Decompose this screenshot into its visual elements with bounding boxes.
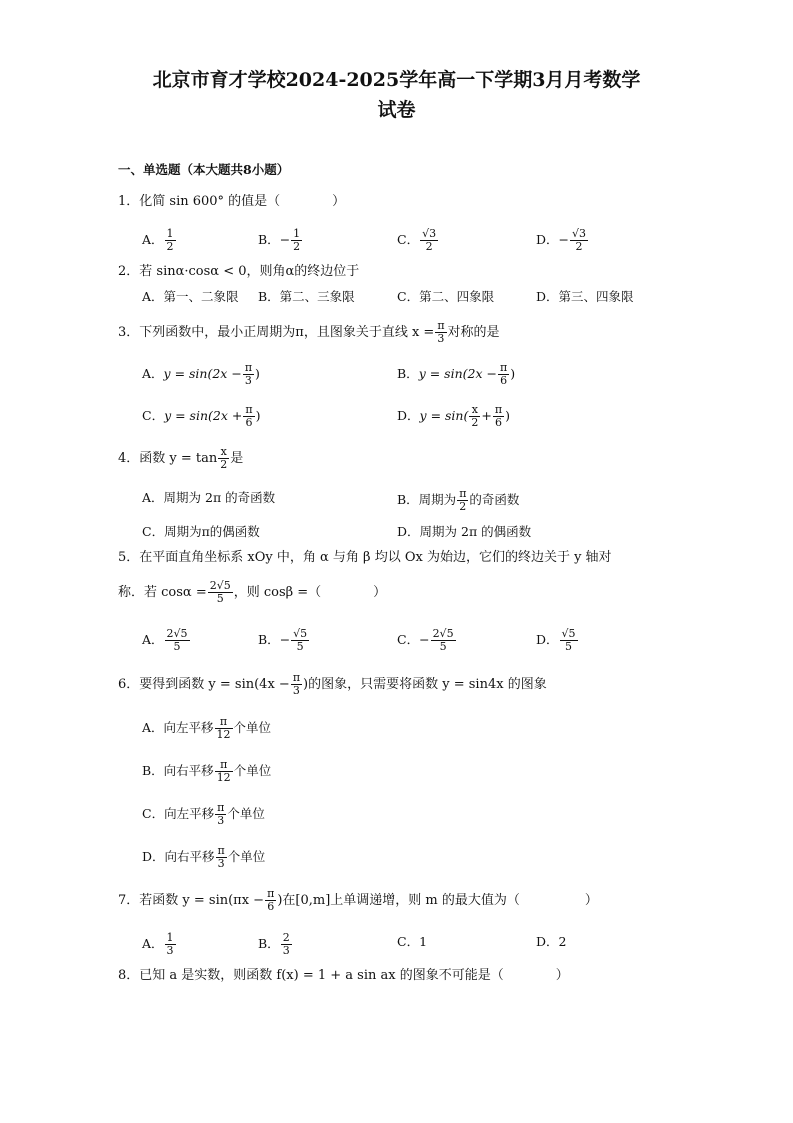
q3-option-b: B．y = sin(2x − $\frac{\pi}{6}$ ) xyxy=(397,361,516,387)
question-6-stem: 6．要得到函数 y = sin(4x − $\frac{\pi}{3}$ )的图象，只需要将函数 y = sin4x 的图象 xyxy=(118,671,547,697)
q6-option-d: D．向右平移 $\frac{\pi}{3}$ 个单位 xyxy=(142,844,266,870)
fraction: $\frac{x}{2}$ xyxy=(471,403,479,429)
question-2-stem: 2．若 sinα·cosα < 0，则角α的终边位于 xyxy=(118,264,360,279)
q3-option-d: D．y = sin( $\frac{x}{2}$ + $\frac{\pi}{6}$ ) xyxy=(397,403,510,429)
q7-option-d: D．2 xyxy=(536,934,567,949)
q6-option-b: B．向右平移 $\frac{\pi}{12}$ 个单位 xyxy=(142,758,272,784)
q5-option-a: A． $\frac{2√5}{5}$ xyxy=(142,627,188,653)
q3-option-a: A．y = sin(2x − $\frac{\pi}{3}$ ) xyxy=(142,361,260,387)
fraction: $\frac{1}{2}$ xyxy=(166,227,174,253)
fraction: $\frac{\pi}{12}$ xyxy=(216,758,231,784)
q2-option-b: B．第二、三象限 xyxy=(258,289,355,304)
question-1-stem: 1．化简 sin 600° 的值是（ ） xyxy=(118,194,346,209)
q4-option-a: A．周期为 2π 的奇函数 xyxy=(142,490,276,505)
q6-option-a: A．向左平移 $\frac{\pi}{12}$ 个单位 xyxy=(142,715,272,741)
q2-option-a: A．第一、二象限 xyxy=(142,289,239,304)
fraction: $\frac{\pi}{12}$ xyxy=(216,715,231,741)
q5-option-b: B．− $\frac{√5}{5}$ xyxy=(258,627,308,653)
q7-option-b: B． $\frac{2}{3}$ xyxy=(258,931,290,957)
option-label: C． xyxy=(397,232,420,247)
question-5-stem-line1: 5．在平面直角坐标系 xOy 中，角 α 与角 β 均以 Ox 为始边，它们的终边关于 y 轴对 xyxy=(118,550,612,565)
fraction: $\frac{\pi}{6}$ xyxy=(499,361,508,387)
q7-option-a: A． $\frac{1}{3}$ xyxy=(142,931,174,957)
fraction: $\frac{\pi}{6}$ xyxy=(245,403,253,429)
fraction: $\frac{√5}{5}$ xyxy=(561,627,576,653)
fraction: $\frac{\pi}{3}$ xyxy=(292,671,301,697)
option-label: B． xyxy=(258,232,280,247)
question-5-stem-line2: 称．若 cosα = $\frac{2√5}{5}$ ，则 cosβ =（ ） xyxy=(118,579,387,605)
q4-option-d: D．周期为 2π 的偶函数 xyxy=(397,524,532,539)
fraction: $\frac{2}{3}$ xyxy=(282,931,290,957)
q4-option-c: C．周期为π的偶函数 xyxy=(142,524,260,539)
q7-option-c: C．1 xyxy=(397,934,428,949)
fraction: $\frac{\pi}{2}$ xyxy=(459,487,467,513)
fraction: $\frac{2√5}{5}$ xyxy=(432,627,454,653)
fraction: $\frac{2√5}{5}$ xyxy=(166,627,188,653)
fraction: $\frac{√3}{2}$ xyxy=(422,227,437,253)
option-label: A． xyxy=(142,232,164,247)
q5-option-c: C．− $\frac{2√5}{5}$ xyxy=(397,627,454,653)
exam-title-line2: 试卷 xyxy=(377,99,416,121)
option-label: D． xyxy=(536,232,559,247)
fraction: $\frac{\pi}{3}$ xyxy=(217,801,225,827)
question-8-stem: 8．已知 a 是实数，则函数 f(x) = 1 + a sin ax 的图象不可能是（ ） xyxy=(118,968,569,983)
fraction: $\frac{\pi}{3}$ xyxy=(244,361,253,387)
q4-option-b: B．周期为 $\frac{\pi}{2}$ 的奇函数 xyxy=(397,487,520,513)
fraction: $\frac{\pi}{6}$ xyxy=(494,403,503,429)
fraction: $\frac{√5}{5}$ xyxy=(293,627,308,653)
q1-option-a xyxy=(142,228,177,253)
question-7-stem: 7．若函数 y = sin(πx − $\frac{\pi}{6}$ )在[0,m]上单调递增，则 m 的最大值为（ ） xyxy=(118,887,598,913)
q1-option-c xyxy=(397,228,439,253)
q3-option-c: C．y = sin(2x + $\frac{\pi}{6}$ ) xyxy=(142,403,261,429)
fraction: $\frac{1}{2}$ xyxy=(293,227,301,253)
q1-option-b: B．− $\frac{1}{2}$ xyxy=(258,227,301,253)
q2-option-c: C．第二、四象限 xyxy=(397,289,495,304)
fraction: $\frac{\pi}{3}$ xyxy=(437,319,445,345)
fraction: $\frac{√3}{2}$ xyxy=(572,227,587,253)
q5-option-d: D． $\frac{√5}{5}$ xyxy=(536,627,576,653)
q1-option-d: D．− $\frac{√3}{2}$ xyxy=(536,227,587,253)
fraction: $\frac{\pi}{3}$ xyxy=(217,844,225,870)
fraction: $\frac{\pi}{6}$ xyxy=(267,887,275,913)
section-heading: 一、单选题（本大题共8小题） xyxy=(118,162,290,177)
q6-option-c: C．向左平移 $\frac{\pi}{3}$ 个单位 xyxy=(142,801,265,827)
fraction: $\frac{1}{3}$ xyxy=(166,931,174,957)
question-3-stem: 3．下列函数中，最小正周期为π，且图象关于直线 x = $\frac{\pi}{3}$ 对称的是 xyxy=(118,319,500,345)
exam-title-line1: 北京市育才学校2024-2025学年高一下学期3月月考数学 xyxy=(152,69,641,91)
fraction: $\frac{x}{2}$ xyxy=(220,445,228,471)
question-4-stem: 4．函数 y = tan $\frac{x}{2}$ 是 xyxy=(118,445,244,471)
q2-option-d: D．第三、四象限 xyxy=(536,289,634,304)
fraction: $\frac{2√5}{5}$ xyxy=(209,579,231,605)
